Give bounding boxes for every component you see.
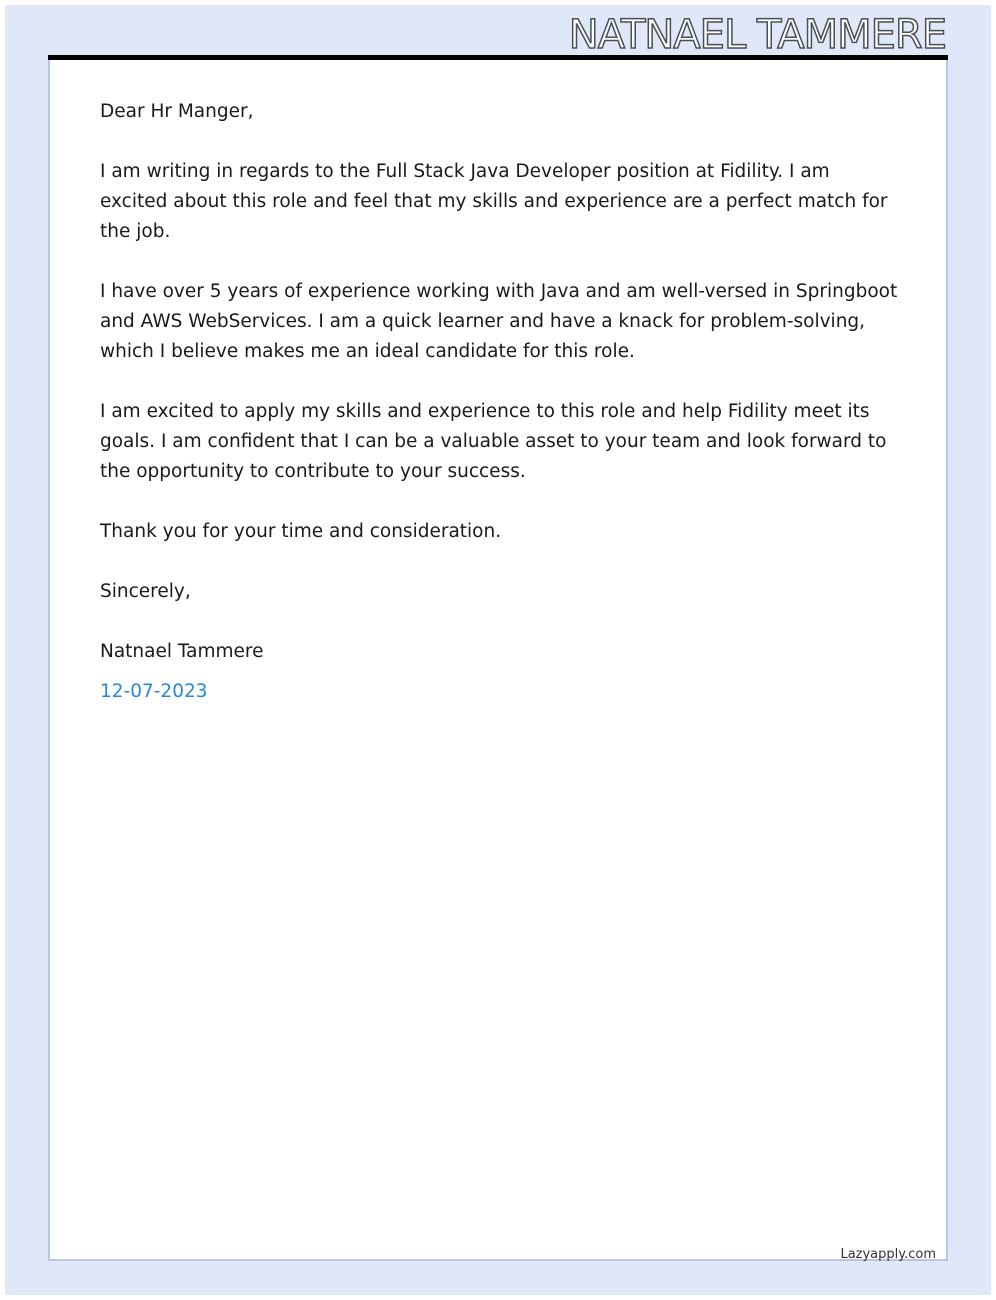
signature-name: Natnael Tammere (100, 641, 264, 662)
paragraph-intro: I am writing in regards to the Full Stack Java Developer position at Fidility. I am excited about this role and feel that my skills and experience are a perfect match for the job. (100, 161, 888, 242)
letter-body (100, 97, 900, 737)
letter-date: 12-07-2023 (100, 681, 208, 702)
closing: Sincerely, (100, 581, 191, 602)
paragraph-experience: I have over 5 years of experience working with Java and am well-versed in Springboot and AWS WebServices. I am a quick learner and have a knack for problem-solving, which I believe makes me an ideal candidate for this role. (100, 281, 898, 362)
salutation: Dear Hr Manger, (100, 101, 254, 122)
paragraph-motivation: I am excited to apply my skills and experience to this role and help Fidility meet its goals. I am confident that I can be a valuable asset to your team and look forward to the opportunity to contribute to your success. (100, 401, 887, 482)
footer-brand: Lazyapply.com (840, 1247, 936, 1262)
applicant-name-heading: NATNAEL TAMMERE (568, 12, 946, 58)
paragraph-thanks: Thank you for your time and consideration. (100, 521, 502, 542)
